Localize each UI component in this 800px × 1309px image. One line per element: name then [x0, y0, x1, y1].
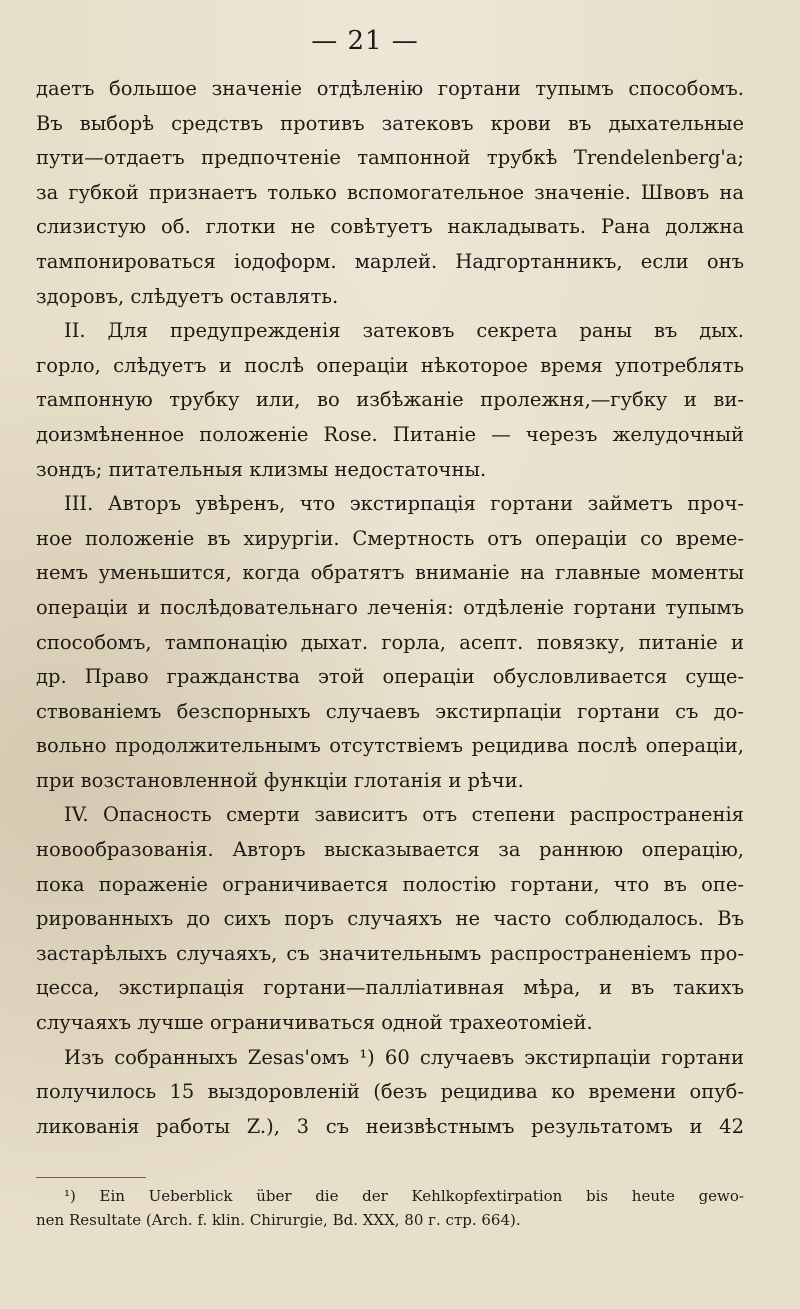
text-line: ликованія работы Z.), 3 съ неизвѣстнымъ результатомъ и 42: [36, 1114, 744, 1138]
text-line: тампонную трубку или, во избѣжаніе пролежня,—губку и ви-: [36, 388, 744, 412]
footnote-line: ¹) Ein Ueberblick über die der Kehlkopfextirpation bis heute gewo-: [64, 1187, 744, 1205]
page-number: — 21 —: [311, 26, 419, 56]
text-line: способомъ, тампонацію дыхат. горла, асепт. повязку, питаніе и: [36, 630, 744, 654]
text-line: застарѣлыхъ случаяхъ, съ значительнымъ распространеніемъ про-: [36, 941, 744, 965]
footnote: [36, 1184, 744, 1232]
text-line: пути—отдаетъ предпочтеніе тампонной трубкѣ Trendelenberg'a;: [36, 146, 744, 170]
footnote-divider: [36, 1177, 146, 1178]
paragraph-start-line: IV. Опасность смерти зависитъ отъ степени распространенія: [64, 803, 744, 827]
text-line: здоровъ, слѣдуетъ оставлять.: [36, 284, 339, 308]
paragraph-start-line: Изъ собранныхъ Zesas'омъ ¹) 60 случаевъ экстирпаціи гортани: [64, 1045, 744, 1069]
footnote-line: nen Resultate (Arch. f. klin. Chirurgie, Bd. XXX, 80 г. стр. 664).: [36, 1211, 521, 1229]
text-line: немъ уменьшится, когда обратятъ вниманіе на главные моменты: [36, 561, 744, 585]
text-line: слизистую об. глотки не совѣтуетъ накладывать. Рана должна: [36, 215, 744, 239]
text-line: Въ выборѣ средствъ противъ затековъ крови въ дыхательные: [36, 111, 744, 135]
text-line: случаяхъ лучше ограничиваться одной трахеотоміей.: [36, 1011, 593, 1035]
text-line: доизмѣненное положеніе Rose. Питаніе — черезъ желудочный: [36, 422, 744, 446]
paragraph-start-line: III. Авторъ увѣренъ, что экстирпація гортани займетъ проч-: [64, 492, 744, 516]
text-line: даетъ большое значеніе отдѣленію гортани тупымъ способомъ.: [36, 77, 744, 100]
text-line: зондъ; питательныя клизмы недостаточны.: [36, 457, 487, 481]
text-line: новообразованія. Авторъ высказывается за раннюю операцію,: [36, 838, 744, 862]
text-line: ствованіемъ безспорныхъ случаевъ экстирпаціи гортани съ до-: [36, 699, 744, 723]
paragraph-start-line: II. Для предупрежденія затековъ секрета раны въ дых.: [64, 319, 744, 343]
text-line: получилось 15 выздоровленій (безъ рецидива ко времени опуб-: [36, 1080, 744, 1104]
text-line: при возстановленной функціи глотанія и рѣчи.: [36, 768, 524, 792]
text-line: пока пораженіе ограничивается полостію гортани, что въ опе-: [36, 872, 744, 896]
text-line: тампонироваться іодоформ. марлей. Надгортанникъ, если онъ: [36, 249, 744, 273]
main-text: [36, 72, 744, 1144]
text-line: за губкой признаетъ только вспомогательное значеніе. Швовъ на: [36, 180, 744, 204]
text-line: операціи и послѣдовательнаго леченія: отдѣленіе гортани тупымъ: [36, 595, 744, 619]
text-line: горло, слѣдуетъ и послѣ операціи нѣкоторое время употреблять: [36, 353, 744, 377]
text-line: вольно продолжительнымъ отсутствіемъ рецидива послѣ операціи,: [36, 734, 744, 758]
text-line: др. Право гражданства этой операціи обусловливается суще-: [36, 665, 744, 689]
text-line: ное положеніе въ хирургіи. Смертность отъ операціи со време-: [36, 526, 744, 550]
text-line: цесса, экстирпація гортани—палліативная мѣра, и въ такихъ: [36, 976, 744, 1000]
text-line: рированныхъ до сихъ поръ случаяхъ не часто соблюдалось. Въ: [36, 907, 744, 931]
